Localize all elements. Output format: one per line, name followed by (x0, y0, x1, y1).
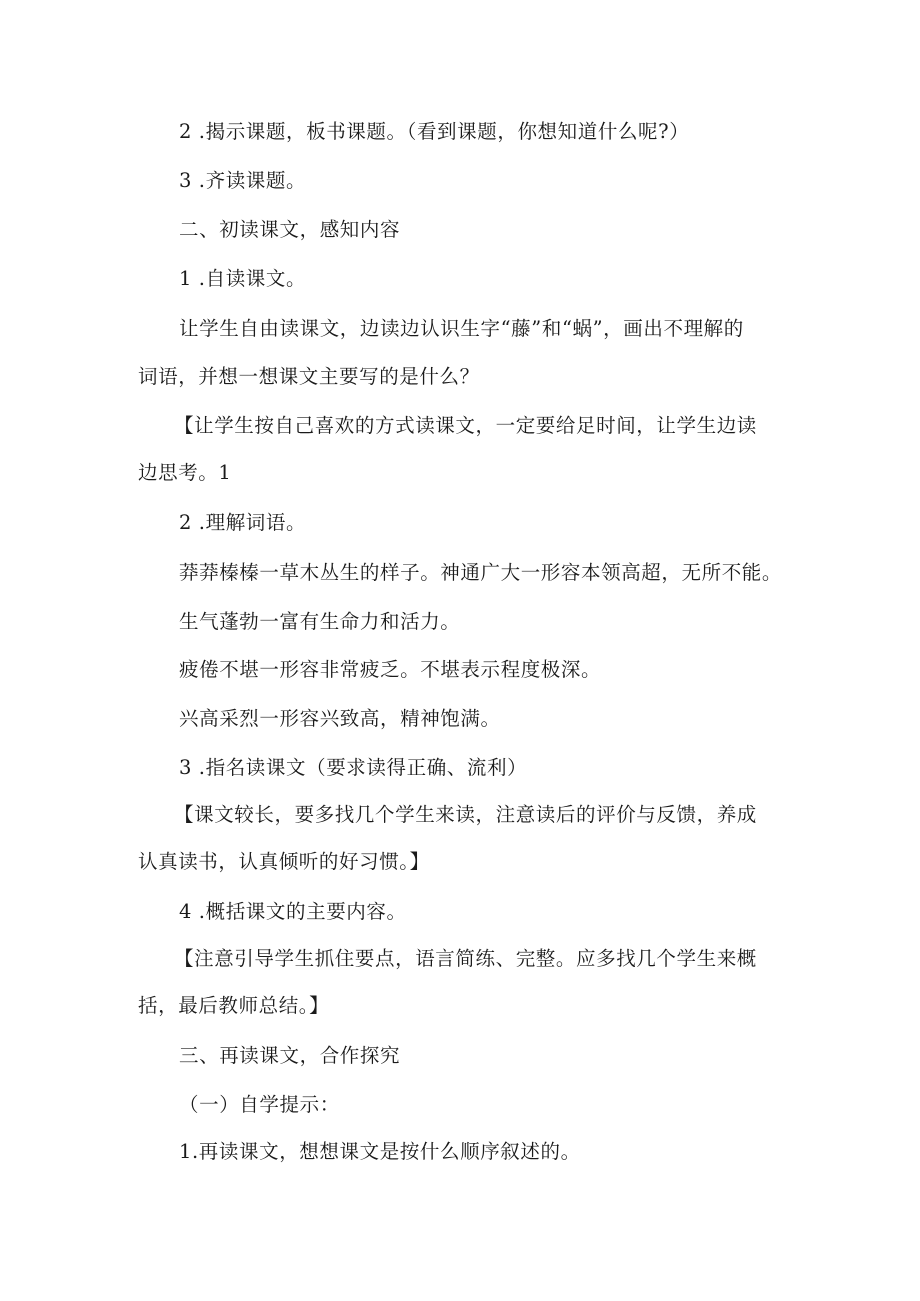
step-3-read-title: 3 .齐读课题。 (179, 169, 307, 192)
note-many-readers-line-2: 认真读书，认真倾听的好习惯。】 (138, 850, 430, 873)
section-2-heading: 二、初读课文，感知内容 (179, 218, 401, 241)
vocab-line-4: 兴高采烈一形容兴致高，精神饱满。 (179, 707, 501, 730)
note-key-points-line-1: 【注意引导学生抓住要点，语言简练、完整。应多找几个学生来概 (174, 947, 757, 970)
section-3-heading: 三、再读课文，合作探究 (179, 1044, 401, 1067)
step-3-named-reading: 3 .指名读课文（要求读得正确、流利） (179, 756, 528, 779)
step-4-summarize: 4 .概括课文的主要内容。 (179, 900, 407, 923)
note-reading-time-line-1: 【让学生按自己喜欢的方式读课文，一定要给足时间，让学生边读 (174, 414, 757, 437)
step-1-self-read: 1 .自读课文。 (179, 267, 307, 290)
vocab-line-2: 生气蓬勃一富有生命力和活力。 (179, 610, 461, 633)
step-2-reveal-title: 2 .揭示课题，板书课题。（看到课题，你想知道什么呢?） (179, 120, 690, 143)
paragraph-free-reading-line-2: 词语，并想一想课文主要写的是什么？ (138, 365, 480, 388)
vocab-line-1: 莽莽榛榛一草木丛生的样子。神通广大一形容本领高超，无所不能。 (179, 561, 783, 584)
step-2-vocabulary: 2 .理解词语。 (179, 511, 307, 534)
note-many-readers-line-1: 【课文较长，要多找几个学生来读，注意读后的评价与反馈，养成 (174, 803, 757, 826)
paragraph-free-reading-line-1: 让学生自由读课文，边读边认识生字“藤”和“蜗”，画出不理解的 (179, 317, 744, 340)
self-study-tips-heading: （一）自学提示： (179, 1093, 340, 1116)
note-key-points-line-2: 括，最后教师总结。】 (138, 994, 330, 1017)
note-reading-time-line-2: 边思考。1 (138, 461, 232, 484)
self-study-tip-1: 1.再读课文，想想课文是按什么顺序叙述的。 (179, 1140, 581, 1163)
vocab-line-3: 疲倦不堪一形容非常疲乏。不堪表示程度极深。 (179, 658, 602, 681)
